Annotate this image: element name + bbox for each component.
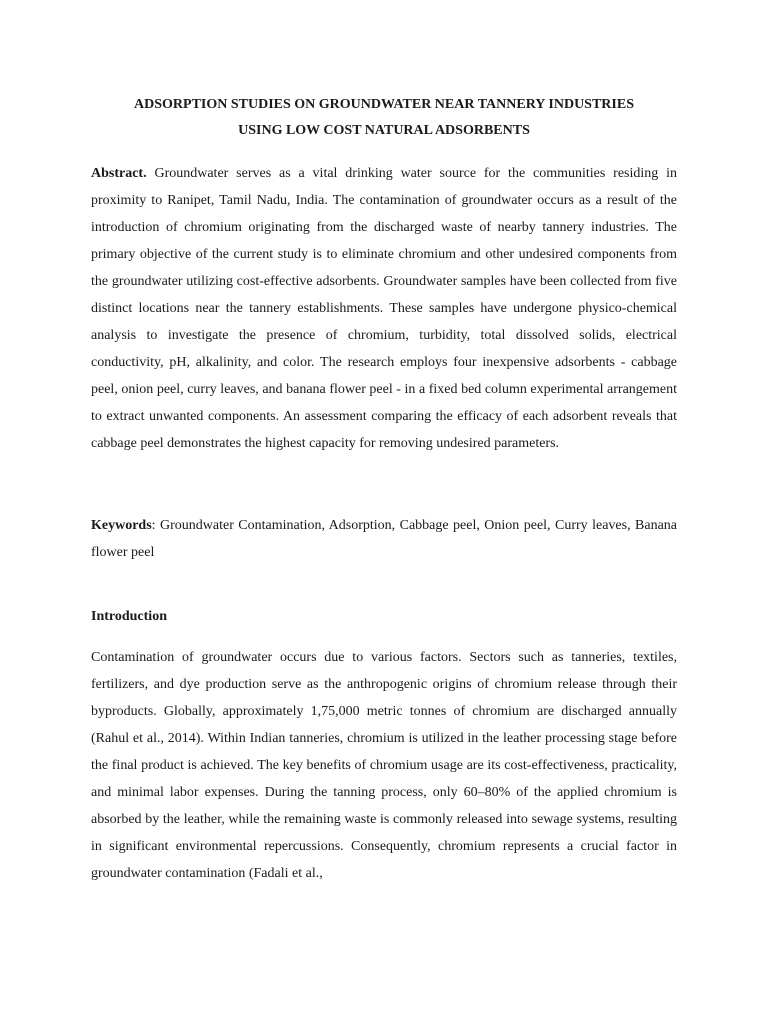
introduction-heading: Introduction [91,609,167,624]
title-line-2: USING LOW COST NATURAL ADSORBENTS [238,123,530,138]
introduction-paragraph: Contamination of groundwater occurs due to various factors. Sectors such as tanneries, textiles, fertilizers, and dye production serve as the anthropogenic origins of chromium release through their byproducts. Globally, approximately 1,75,000 metric tonnes of chromium are discharged annually (Rahul et al., 2014). Within Indian tanneries, chromium is utilized in the leather processing stage before the final product is achieved. The key benefits of chromium usage are its cost-effectiveness, practicality, and minimal labor expenses. During the tanning process, only 60–80% of the applied chromium is absorbed by the leather, while the remaining waste is commonly released into sewage systems, resulting in significant environmental repercussions. Consequently, chromium represents a crucial factor in groundwater contamination (Fadali et al., [91,650,677,881]
keywords-text: : Groundwater Contamination, Adsorption, Cabbage peel, Onion peel, Curry leaves, Banana flower peel [91,518,677,560]
keywords-paragraph [91,512,677,566]
abstract-paragraph [91,160,677,457]
title-line-1: ADSORPTION STUDIES ON GROUNDWATER NEAR TANNERY INDUSTRIES [134,97,634,112]
document-page [91,92,677,887]
keywords-label: Keywords [91,518,152,533]
abstract-text: Groundwater serves as a vital drinking water source for the communities residing in proximity to Ranipet, Tamil Nadu, India. The contamination of groundwater occurs as a result of the introduction of chromium originating from the discharged waste of nearby tannery industries. The primary objective of the current study is to eliminate chromium and other undesired components from the groundwater utilizing cost-effective adsorbents. Groundwater samples have been collected from five distinct locations near the tannery establishments. These samples have undergone physico-chemical analysis to investigate the presence of chromium, turbidity, total dissolved solids, electrical conductivity, pH, alkalinity, and color. The research employs four inexpensive adsorbents - cabbage peel, onion peel, curry leaves, and banana flower peel - in a fixed bed column experimental arrangement to extract unwanted components. An assessment comparing the efficacy of each adsorbent reveals that cabbage peel demonstrates the highest capacity for removing undesired parameters. [91,166,677,451]
abstract-label: Abstract. [91,166,147,181]
paper-title [91,92,677,144]
